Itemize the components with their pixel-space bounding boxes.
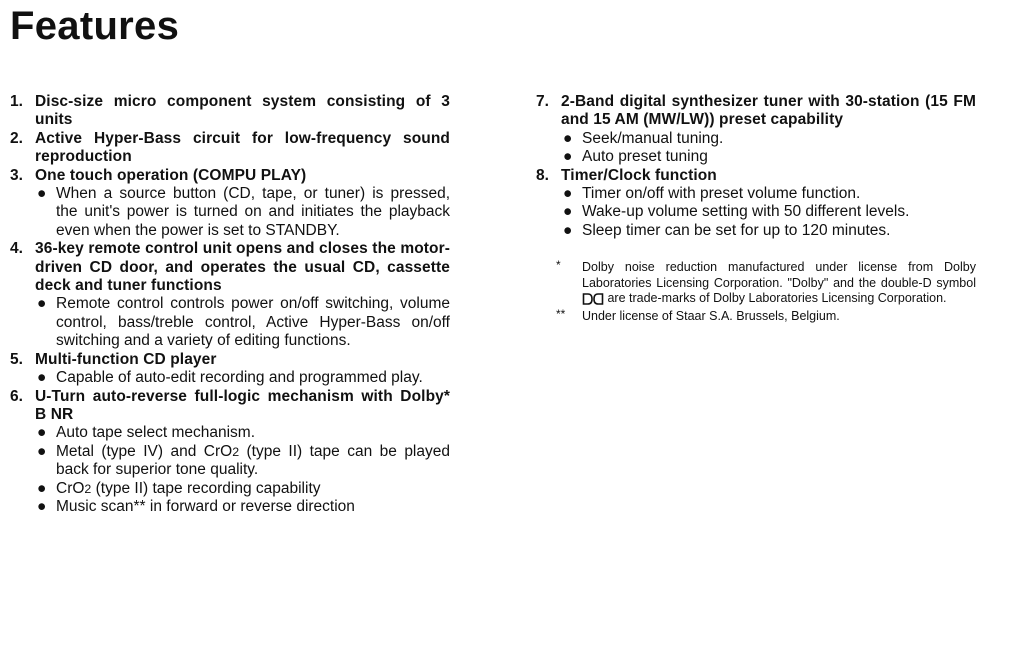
feature-title: Multi-function CD player [35,350,217,368]
feature-number: 6. [10,387,23,405]
bullet-icon: ● [37,185,47,203]
feature-bullet-text: Music scan** in forward or reverse direction [56,497,355,515]
feature-bullet-text: Capable of auto-edit recording and programmed play. [56,369,423,387]
feature-bullet-text: Sleep timer can be set for up to 120 minutes. [582,221,891,239]
feature-bullet [561,130,976,148]
feature-title: Timer/Clock function [561,166,717,184]
footnote-staar [548,306,976,325]
feature-bullet-list [35,369,450,387]
feature-bullet [35,443,450,480]
feature-item [10,351,450,388]
feature-title: U-Turn auto-reverse full-logic mechanism with Dolby* B NR [35,387,450,423]
bullet-icon: ● [563,221,573,239]
feature-number: 5. [10,350,23,368]
footnote-staar-text: Under license of Staar S.A. Brussels, Belgium. [582,308,840,323]
feature-bullet-text: When a source button (CD, tape, or tuner) is pressed, the unit's power is turned on and initiates the playback even when the power is set to STANDBY. [56,185,450,239]
feature-bullet-list [561,185,976,240]
feature-item [10,130,450,167]
feature-bullet [35,295,450,350]
feature-bullet-list [35,295,450,350]
feature-number: 4. [10,240,23,258]
feature-bullet-text: Metal (type IV) and CrO2 (type II) tape can be played back for superior tone quality. [56,442,450,479]
feature-title: 2-Band digital synthesizer tuner with 30-station (15 FM and 15 AM (MW/LW)) preset capability [561,93,976,129]
features-column-right [536,93,976,326]
footnote-dolby [548,260,976,307]
feature-bullet [561,203,976,221]
bullet-icon: ● [563,148,573,166]
feature-bullet-text: CrO2 (type II) tape recording capability [56,479,321,497]
feature-bullet-text: Auto preset tuning [582,148,708,166]
feature-number: 8. [536,166,549,184]
bullet-icon: ● [563,203,573,221]
bullet-icon: ● [37,479,47,497]
bullet-icon: ● [563,129,573,147]
footnote-asterisk: * [556,258,561,273]
feature-bullet-list [35,185,450,240]
feature-title: 36-key remote control unit opens and closes the motor-driven CD door, and operates the usual CD, cassette deck and tuner functions [35,240,450,295]
feature-bullet-list [35,424,450,516]
feature-item [536,167,976,241]
dolby-double-d-icon [582,293,604,305]
feature-bullet [35,185,450,240]
feature-number: 2. [10,129,23,147]
feature-bullet-text: Seek/manual tuning. [582,129,724,147]
feature-item [536,93,976,167]
feature-bullet-list [561,130,976,167]
feature-item [10,240,450,350]
page-title: Features [10,4,180,48]
feature-bullet [35,480,450,498]
footnote-dolby-text: Dolby noise reduction manufactured under license from Dolby Laboratories Licensing Corporation. "Dolby" and the double-D symbol [582,260,976,290]
feature-bullet-text: Auto tape select mechanism. [56,424,256,442]
feature-title: Active Hyper-Bass circuit for low-frequency sound reproduction [35,129,450,166]
bullet-icon: ● [37,295,47,313]
feature-bullet [35,498,450,516]
bullet-icon: ● [563,185,573,203]
feature-bullet [561,185,976,203]
bullet-icon: ● [37,369,47,387]
footnote-dolby-text-cont: are trade-marks of Dolby Laboratories Licensing Corporation. [604,291,947,306]
feature-bullet [561,222,976,240]
feature-bullet [35,369,450,387]
feature-item [10,388,450,517]
feature-item [10,167,450,241]
feature-title: Disc-size micro component system consisting of 3 units [35,93,450,129]
feature-bullet-text: Remote control controls power on/off switching, volume control, bass/treble control, Active Hyper-Bass on/off switching and a variety of editing functions. [56,295,450,350]
bullet-icon: ● [37,497,47,515]
feature-bullet [561,148,976,166]
feature-number: 3. [10,166,23,184]
feature-bullet-text: Wake-up volume setting with 50 different levels. [582,203,910,221]
bullet-icon: ● [37,424,47,442]
feature-title: One touch operation (COMPU PLAY) [35,166,307,184]
feature-bullet [35,424,450,442]
feature-number: 1. [10,93,23,110]
feature-item [10,93,450,130]
feature-bullet-text: Timer on/off with preset volume function. [582,185,861,203]
feature-number: 7. [536,93,549,110]
footnotes [536,260,976,324]
footnote-double-asterisk: ** [556,306,566,321]
features-column-left [10,93,450,516]
bullet-icon: ● [37,442,47,460]
